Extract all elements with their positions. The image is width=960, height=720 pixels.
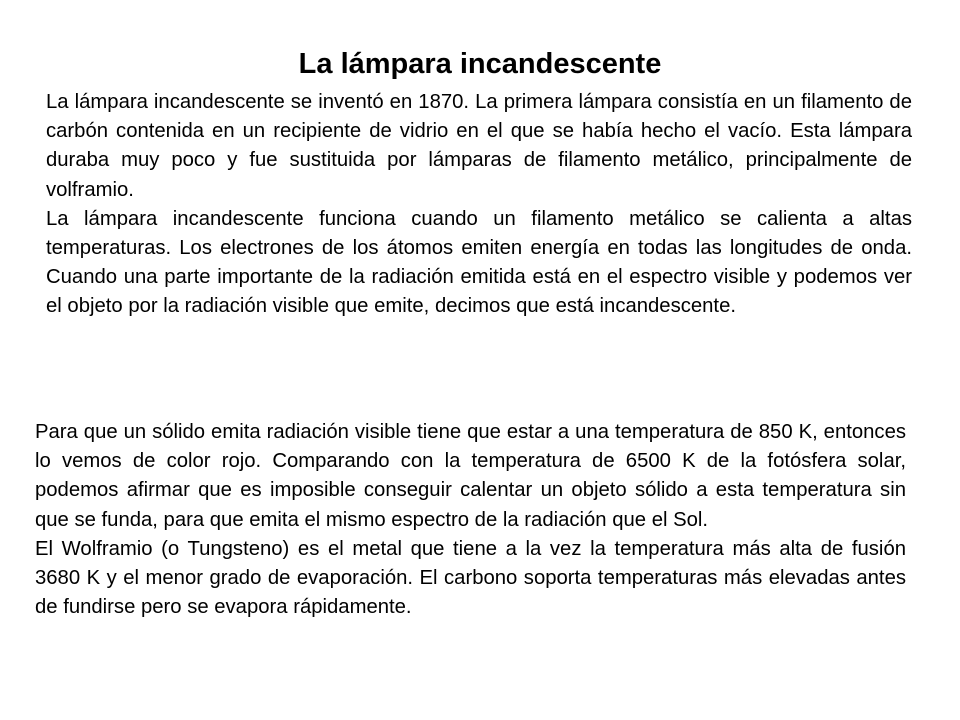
paragraph-tungsten: El Wolframio (o Tungsteno) es el metal que tiene a la vez la temperatura más alta de fusión 3680 K y el menor grado de evaporación. El carbono soporta temperaturas más elevadas antes de fundirse pero se evapora rápidamente. (35, 537, 906, 619)
slide-title: La lámpara incandescente (298, 48, 662, 80)
paragraph-history: La lámpara incandescente se inventó en 1870. La primera lámpara consistía en un filamento de carbón contenida en un recipiente de vidrio en el que se había hecho el vacío. Esta lámpara duraba muy poco y fue sustituida por lámparas de filamento metálico, principalmente de volframio. (46, 91, 912, 201)
text-block-temperature (35, 418, 906, 622)
paragraph-visible-radiation: Para que un sólido emita radiación visible tiene que estar a una temperatura de 850 K, entonces lo vemos de color rojo. Comparando con la temperatura de 6500 K de la fotósfera solar, podemos afirmar que es imposible conseguir calentar un objeto sólido a esta temperatura sin que se funda, para que emita el mismo espectro de la radiación que el Sol. (35, 421, 906, 531)
paragraph-how-it-works: La lámpara incandescente funciona cuando un filamento metálico se calienta a altas temperaturas. Los electrones de los átomos emiten energía en todas las longitudes de onda. Cuando una parte importante de la radiación emitida está en el espectro visible y podemos ver el objeto por la radiación visible que emite, decimos que está incandescente. (46, 207, 912, 318)
text-block-invention (46, 88, 912, 322)
